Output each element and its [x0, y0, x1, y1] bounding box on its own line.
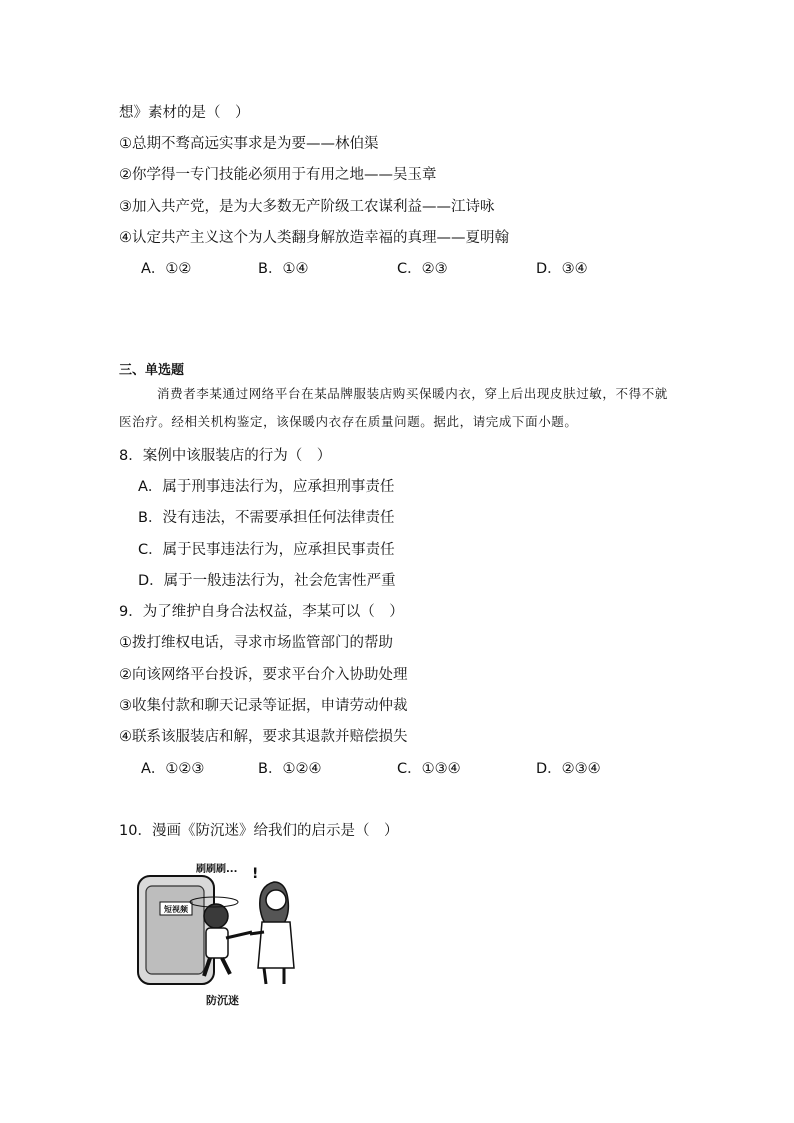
mother-body [258, 922, 294, 968]
q9-item-3: ③收集付款和聊天记录等证据，申请劳动仲裁 [119, 698, 408, 714]
q9-option-c[interactable]: C．①③④ [397, 761, 461, 777]
q7-item-3: ③加入共产党，是为大多数无产阶级工农谋利益——江诗咏 [119, 199, 495, 215]
mother-head [266, 890, 286, 910]
q9-item-4: ④联系该服装店和解，要求其退款并赔偿损失 [119, 729, 408, 745]
q9-stem: 9．为了维护自身合法权益，李某可以（ ） [119, 604, 404, 620]
q7-item-4: ④认定共产主义这个为人类翻身解放造幸福的真理——夏明翰 [119, 230, 509, 246]
q7-option-a[interactable]: A．①② [141, 261, 192, 277]
q7-item-2: ②你学得一专门技能必须用于有用之地——吴玉章 [119, 167, 437, 183]
q8-option-b[interactable]: B．没有违法，不需要承担任何法律责任 [138, 510, 395, 526]
q8-stem: 8．案例中该服装店的行为（ ） [119, 448, 332, 464]
q8-option-c[interactable]: C．属于民事违法行为，应承担民事责任 [138, 542, 395, 558]
q9-item-2: ②向该网络平台投诉，要求平台介入协助处理 [119, 667, 408, 683]
q7-item-1: ①总期不骛高远实事求是为要——林伯渠 [119, 136, 379, 152]
section-title: 三、单选题 [119, 363, 185, 378]
q9-item-1: ①拨打维权电话，寻求市场监管部门的帮助 [119, 635, 393, 651]
q9-option-d[interactable]: D．②③④ [536, 761, 601, 777]
screen-label: 短视频 [164, 905, 188, 914]
child-head [204, 904, 228, 928]
comic-caption: 防沉迷 [206, 994, 239, 1007]
q7-stem-tail: 想》素材的是（ ） [119, 105, 250, 121]
child-body [206, 928, 228, 958]
q10-stem: 10．漫画《防沉迷》给我们的启示是（ ） [119, 823, 399, 839]
q7-option-c[interactable]: C．②③ [397, 261, 448, 277]
comic-top-caption: 刷刷刷... [196, 864, 238, 875]
material-passage: 消费者李某通过网络平台在某品牌服装店购买保暖内衣，穿上后出现皮肤过敏，不得不就医治疗。经相关机构鉴定，该保暖内衣存在质量问题。据此，请完成下面小题。 [119, 386, 668, 429]
q9-option-a[interactable]: A．①②③ [141, 761, 205, 777]
q7-option-d[interactable]: D．③④ [536, 261, 588, 277]
comic-illustration [134, 858, 314, 1010]
q8-option-d[interactable]: D．属于一般违法行为，社会危害性严重 [138, 573, 396, 589]
q9-option-b[interactable]: B．①②④ [258, 761, 322, 777]
q8-option-a[interactable]: A．属于刑事违法行为，应承担刑事责任 [138, 479, 395, 495]
q7-option-b[interactable]: B．①④ [258, 261, 309, 277]
exclaim-mark: ! [252, 866, 259, 882]
